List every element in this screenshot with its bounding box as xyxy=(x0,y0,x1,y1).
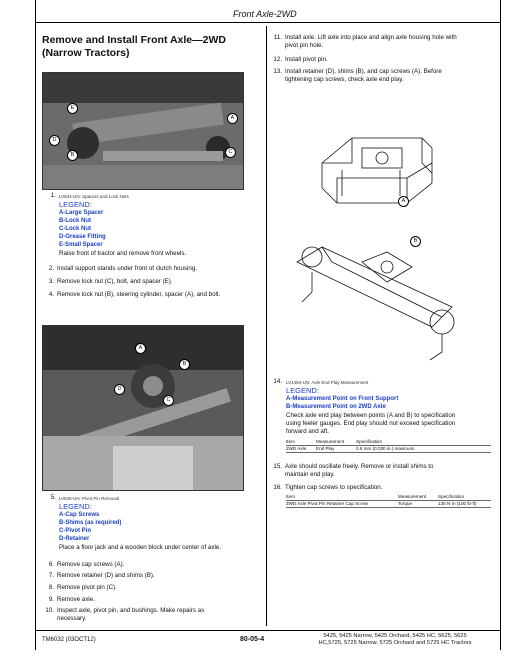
figure-spacers-photo xyxy=(43,73,243,189)
column-divider xyxy=(266,26,267,626)
table-header-row: Item Measurement Specification xyxy=(286,439,383,444)
legend-item: C-Lock Nut xyxy=(59,226,91,232)
step-item: 13. Install retainer (D), shims (B), and cap screws (A). Before tightening cap screws, check axle end play. xyxy=(273,68,442,83)
legend-item: A-Cap Screws xyxy=(59,512,100,518)
callout-b: B xyxy=(179,359,190,370)
spec-table-end-play xyxy=(286,439,491,459)
header-title: Front Axle-2WD xyxy=(233,9,297,19)
legend-item: B-Shims (as required) xyxy=(59,520,122,526)
step-item: 11. Install axle. Lift axle into place and align axle housing hole with pivot pin hole. xyxy=(273,34,457,49)
table-row: 2WD Axle End Play 0.8 mm (0.030 in.) maximum xyxy=(286,446,415,451)
step-1-legend-heading: LEGEND: xyxy=(59,200,92,209)
step-14-legend-heading: LEGEND: xyxy=(286,386,319,395)
front-support-line-art xyxy=(312,108,442,218)
step-14-text-line: using feeler gauges. End play should not exceed specification xyxy=(286,420,456,427)
step-14-text-line: forward and aft. xyxy=(286,428,329,435)
step-item: 15. Axle should oscillate freely. Remove or install shims to maintain end play. xyxy=(273,463,434,478)
callout-a: A xyxy=(135,343,146,354)
legend-item: C-Pivot Pin xyxy=(59,528,92,534)
step-5-legend-heading: LEGEND: xyxy=(59,502,92,511)
callout-c: C xyxy=(163,395,174,406)
figure-pivot-pin-removal xyxy=(42,325,244,491)
legend-item: A-Large Spacer xyxy=(59,210,104,216)
figure-axle-drawing xyxy=(292,222,467,362)
figure-2-caption: LV845-UN: Pivot Pin Removal xyxy=(59,496,119,501)
callout-d: D xyxy=(114,384,125,395)
step-item: 7. Remove retainer (D) and shims (B). xyxy=(48,572,155,579)
legend-item: A-Measurement Point on Front Support xyxy=(286,396,399,402)
figure-1-caption: LV844-UN: Spacers and Lock Nuts xyxy=(59,194,129,199)
table-rule xyxy=(286,507,491,508)
step-item: 12. Install pivot pin. xyxy=(273,56,328,63)
step-item: 6. Remove cap screws (A). xyxy=(48,561,125,568)
step-item: 2. Install support stands under front of clutch housing. xyxy=(48,265,197,272)
legend-item: D-Grease Fitting xyxy=(59,234,106,240)
section-title: Remove and Install Front Axle—2WD (Narrow Tractors) xyxy=(42,34,226,59)
figure-spacers-lock-nuts xyxy=(42,72,244,190)
figure-4-caption: LV1494-UN: Axle End Play Measurement xyxy=(286,380,369,385)
table-rule xyxy=(286,452,491,453)
legend-item: B-Measurement Point on 2WD Axle xyxy=(286,404,386,410)
step-5-text: Place a floor jack and a wooden block under center of axle. xyxy=(59,544,222,551)
step-item: 8. Remove pivot pin (C). xyxy=(48,584,117,591)
table-row: 2WD Axle Pivot Pin Retainer Cap Screw Torque 135 N·m (100 lb-ft) xyxy=(286,501,477,506)
footer-rule xyxy=(35,630,500,631)
step-14-text-line: Check axle end play between points (A and B) to specification xyxy=(286,412,456,419)
step-item: 4. Remove lock nut (B), steering cylinder, spacer (A), and bolt. xyxy=(48,291,221,298)
step-item: 9. Remove axle. xyxy=(48,596,95,603)
spec-table-cap-screw-torque xyxy=(286,494,491,514)
footer-page-number: 80-05-4 xyxy=(240,636,265,643)
callout-c: C xyxy=(225,147,236,158)
step-1-text: Raise front of tractor and remove front wheels. xyxy=(59,250,187,257)
callout-a: A xyxy=(398,196,409,207)
figure-front-support-drawing xyxy=(312,108,442,218)
step-item: 16. Tighten cap screws to specification. xyxy=(273,484,383,491)
legend-item: D-Retainer xyxy=(59,536,90,542)
step-item: 10. Inspect axle, pivot pin, and bushings. Make repairs as necessary. xyxy=(45,607,205,622)
legend-item: B-Lock Nut xyxy=(59,218,91,224)
table-header-row: Item Measurement Specification xyxy=(286,494,465,499)
callout-b: B xyxy=(67,150,78,161)
callout-d: D xyxy=(49,135,60,146)
step-item: 3. Remove lock nut (C), bolt, and spacer (E). xyxy=(48,278,173,285)
callout-a: A xyxy=(227,113,238,124)
axle-line-art xyxy=(292,222,467,362)
legend-item: E-Small Spacer xyxy=(59,242,103,248)
callout-e: E xyxy=(67,103,78,114)
footer-models-line: HC,5725, 5725 Narrow, 5725 Orchard and 5725 HC Tractors xyxy=(318,640,472,646)
footer-models-line: 5425, 5425 Narrow, 5425 Orchard, 5425 HC, 5625, 5625 xyxy=(323,633,467,639)
footer-doc-id: TM6032 (03OCT12) xyxy=(42,637,96,643)
callout-b: B xyxy=(410,236,421,247)
footer-models xyxy=(290,633,500,647)
header-rule xyxy=(35,22,500,23)
